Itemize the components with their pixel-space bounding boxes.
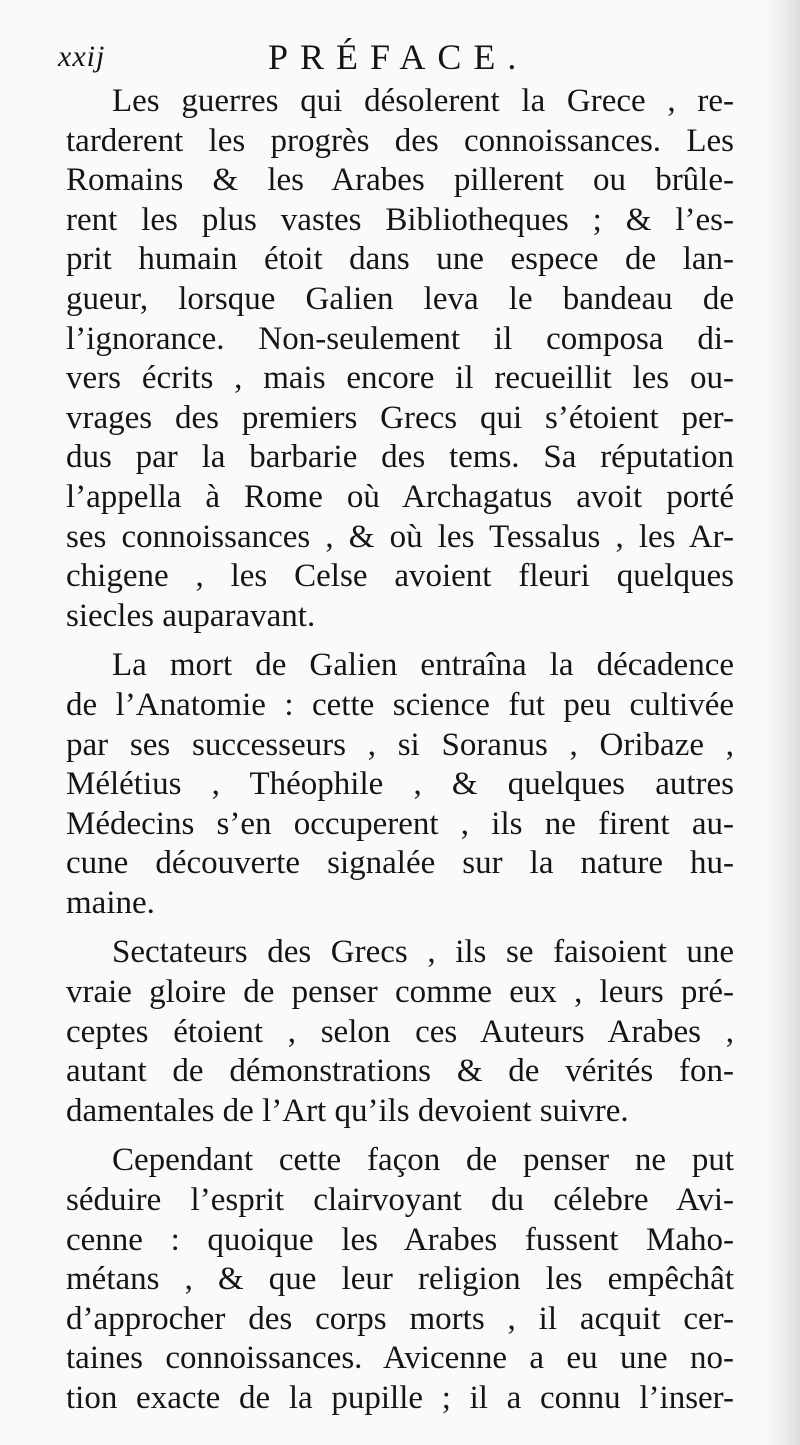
running-head: PRÉFACE. (268, 37, 529, 77)
text-line: autant de démonstrations & de vérités fon- (66, 1053, 734, 1090)
text-line: l’appella à Rome où Archagatus avoit porté (66, 478, 734, 515)
text-line: gueur, lorsque Galien leva le bandeau de (66, 280, 734, 317)
paragraph-4 (66, 1141, 734, 1418)
text-line: maine. (66, 884, 155, 921)
text-line: siecles auparavant. (66, 597, 316, 634)
text-line: par ses successeurs , si Soranus , Oribaze , (66, 726, 734, 763)
text-line: La mort de Galien entraîna la décadence (112, 647, 734, 684)
text-line: vrages des premiers Grecs qui s’étoient per- (66, 399, 734, 436)
text-line: d’approcher des corps morts , il acquit cer- (66, 1300, 734, 1337)
text-line: l’ignorance. Non-seulement il composa di- (66, 320, 734, 357)
text-line: Médecins s’en occuperent , ils ne firent au- (66, 805, 734, 842)
text-line: métans , & que leur religion les empêchât (66, 1261, 734, 1298)
text-line: prit humain étoit dans une espece de lan- (66, 241, 734, 278)
text-line: Romains & les Arabes pillerent ou brûle- (66, 162, 734, 199)
paragraph-1 (66, 82, 734, 636)
body-text (66, 82, 734, 1429)
text-line: tion exacte de la pupille ; il a connu l’inser- (66, 1380, 734, 1416)
text-line: ceptes étoient , selon ces Auteurs Arabes , (66, 1013, 734, 1050)
text-line: tarderent les progrès des connoissances. Les (66, 122, 734, 159)
paragraph-3 (66, 933, 734, 1131)
text-line: Mélétius , Théophile , & quelques autres (66, 766, 734, 803)
paragraph-2 (66, 646, 734, 923)
text-line: vers écrits , mais encore il recueillit les ou- (66, 360, 734, 397)
page-gutter-shadow (764, 0, 800, 1445)
text-line: cenne : quoique les Arabes fussent Maho- (66, 1221, 734, 1258)
text-line: cune découverte signalée sur la nature hu- (66, 845, 734, 882)
text-line: damentales de l’Art qu’ils devoient suivre. (66, 1092, 629, 1129)
text-line: ses connoissances , & où les Tessalus , les Ar- (66, 518, 734, 555)
text-line: Les guerres qui désolerent la Grece , re- (112, 83, 734, 119)
text-line: séduire l’esprit clairvoyant du célebre Avi- (66, 1182, 734, 1219)
text-line: rent les plus vastes Bibliotheques ; & l’es- (66, 201, 734, 238)
page-number: xxij (58, 40, 106, 73)
text-line: chigene , les Celse avoient fleuri quelques (66, 558, 734, 595)
text-line: vraie gloire de penser comme eux , leurs pré- (66, 974, 734, 1011)
text-line: taines connoissances. Avicenne a eu une no- (66, 1340, 734, 1377)
page-header (58, 28, 748, 88)
text-line: dus par la barbarie des tems. Sa réputation (66, 439, 734, 476)
text-line: Cependant cette façon de penser ne put (112, 1142, 734, 1179)
text-line: de l’Anatomie : cette science fut peu cultivée (66, 686, 734, 723)
text-line: Sectateurs des Grecs , ils se faisoient une (112, 934, 734, 971)
